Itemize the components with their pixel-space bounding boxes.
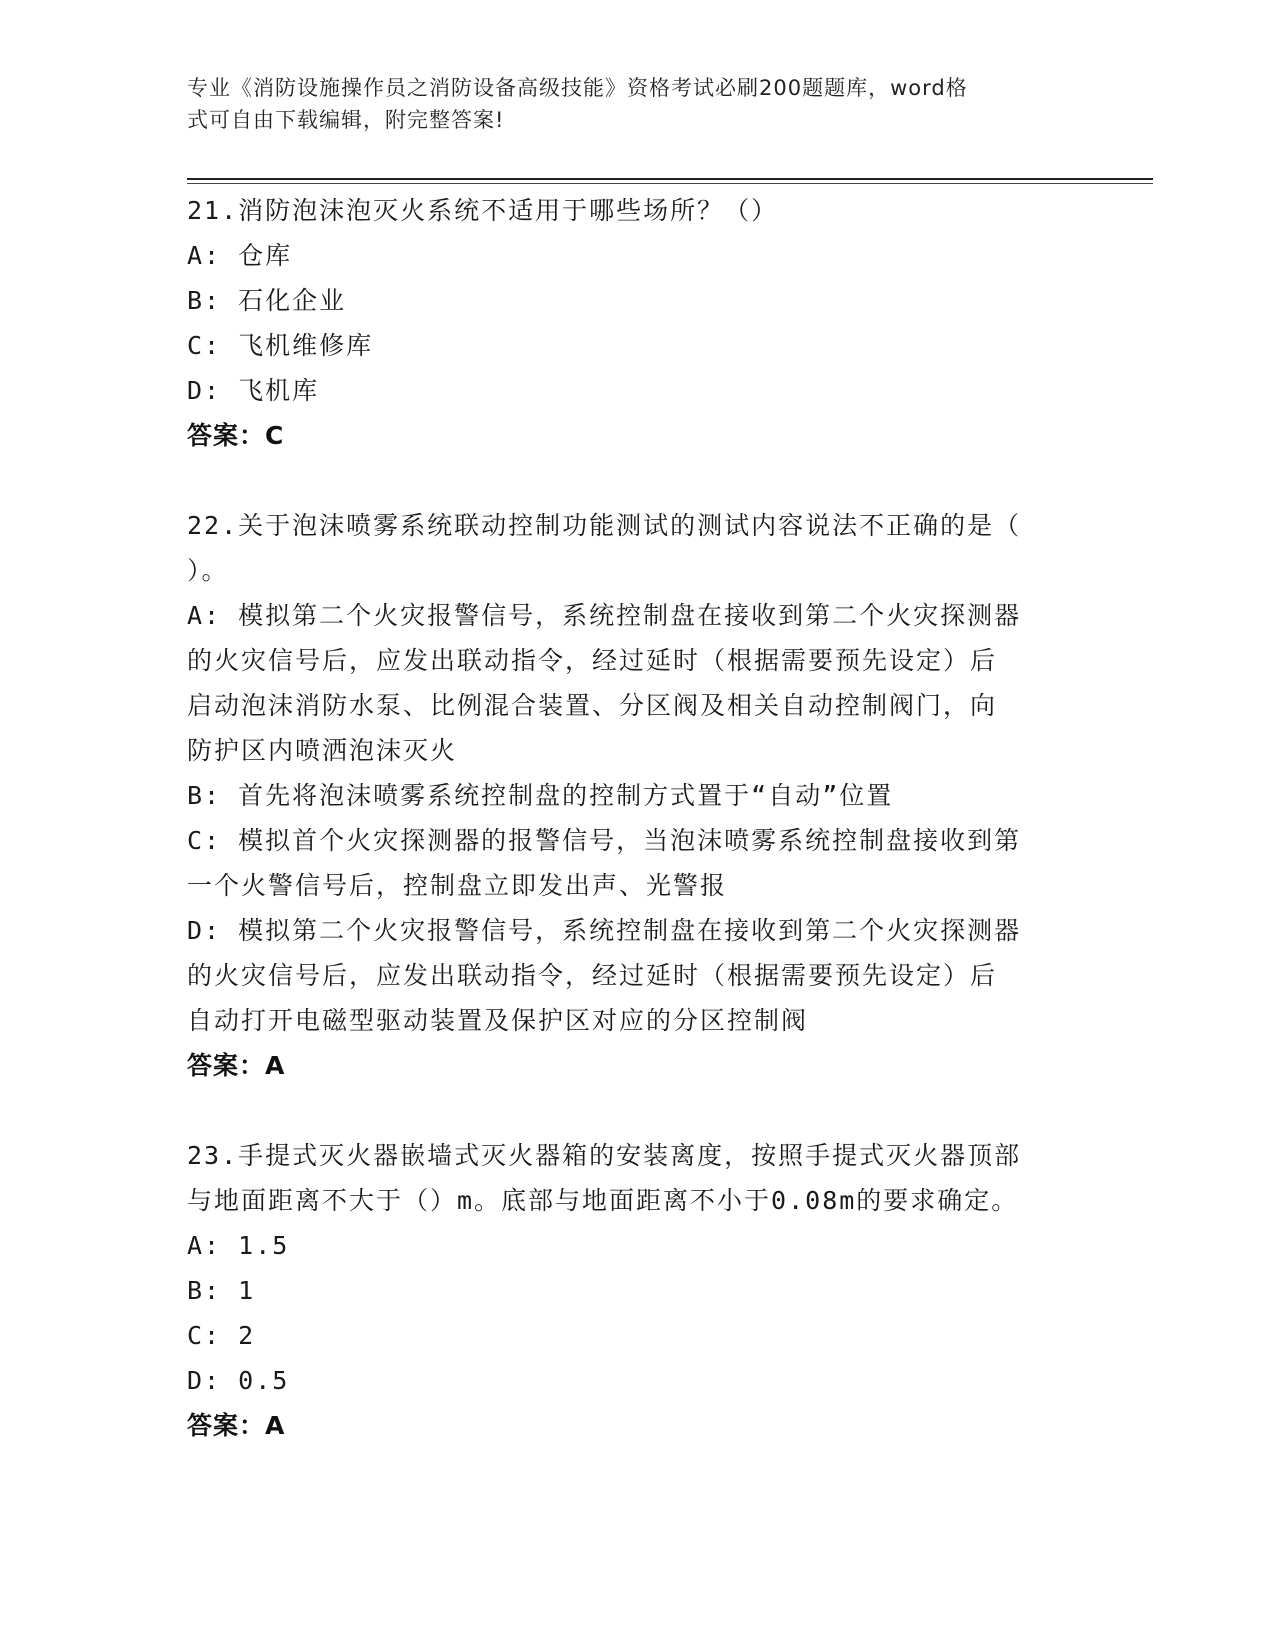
question-block [187, 503, 1077, 1088]
option-c: C: 飞机维修库 [187, 331, 374, 360]
question-stem: 22.关于泡沫喷雾系统联动控制功能测试的测试内容说法不正确的是（ [187, 511, 1022, 540]
header-line-2: 式可自由下载编辑，附完整答案! [187, 108, 505, 132]
spacer [187, 458, 1077, 503]
option-d: 的火灾信号后，应发出联动指令，经过延时（根据需要预先设定）后 [187, 961, 998, 990]
document-header [187, 72, 1067, 136]
question-stem: 23.手提式灭火器嵌墙式灭火器箱的安装离度，按照手提式灭火器顶部 [187, 1141, 1022, 1170]
option-d: 自动打开电磁型驱动装置及保护区对应的分区控制阀 [187, 1006, 809, 1035]
answer-label: 答案：C [187, 421, 285, 450]
header-divider [187, 178, 1153, 180]
question-list [187, 188, 1077, 1448]
option-a: 防护区内喷洒泡沫灭火 [187, 736, 458, 765]
option-a: A: 1.5 [187, 1231, 290, 1260]
question-stem: ）。 [187, 556, 229, 585]
option-c: C: 2 [187, 1321, 256, 1350]
header-line-1: 专业《消防设施操作员之消防设备高级技能》资格考试必刷200题题库，word格 [187, 76, 968, 100]
option-a: A: 模拟第二个火灾报警信号，系统控制盘在接收到第二个火灾探测器 [187, 601, 1022, 630]
question-block [187, 1133, 1077, 1448]
question-block [187, 188, 1077, 458]
header-divider-thin [187, 183, 1153, 184]
answer-label: 答案：A [187, 1411, 286, 1440]
question-stem: 21.消防泡沫泡灭火系统不适用于哪些场所？（） [187, 196, 779, 225]
question-stem: 与地面距离不大于（）m。底部与地面距离不小于0.08m的要求确定。 [187, 1186, 1019, 1215]
option-b: B: 首先将泡沫喷雾系统控制盘的控制方式置于“自动”位置 [187, 781, 894, 810]
option-c: C: 模拟首个火灾探测器的报警信号，当泡沫喷雾系统控制盘接收到第 [187, 826, 1022, 855]
answer-label: 答案：A [187, 1051, 286, 1080]
option-a: 启动泡沫消防水泵、比例混合装置、分区阀及相关自动控制阀门，向 [187, 691, 998, 720]
option-d: D: 0.5 [187, 1366, 290, 1395]
spacer [187, 1088, 1077, 1133]
option-b: B: 石化企业 [187, 286, 347, 315]
option-c: 一个火警信号后，控制盘立即发出声、光警报 [187, 871, 728, 900]
option-a: 的火灾信号后，应发出联动指令，经过延时（根据需要预先设定）后 [187, 646, 998, 675]
option-a: A: 仓库 [187, 241, 293, 270]
option-b: B: 1 [187, 1276, 256, 1305]
option-d: D: 飞机库 [187, 376, 320, 405]
option-d: D: 模拟第二个火灾报警信号，系统控制盘在接收到第二个火灾探测器 [187, 916, 1022, 945]
